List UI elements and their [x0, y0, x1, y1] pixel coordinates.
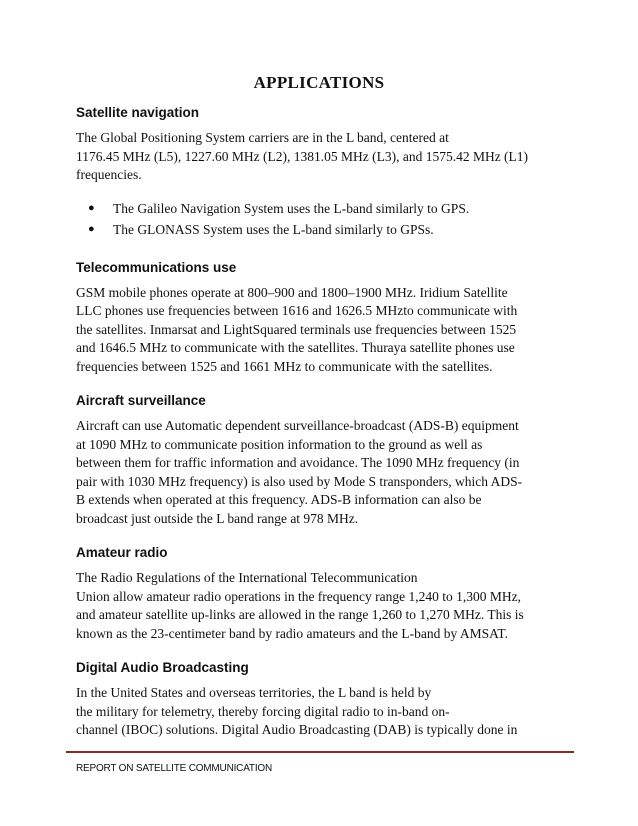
paragraph-line: between them for traffic information and avoidance. The 1090 MHz frequency (in — [76, 455, 520, 470]
paragraph-line: the military for telemetry, thereby forcing digital radio to in-band on- — [76, 703, 450, 719]
bullet-list — [76, 198, 576, 240]
list-item-text: The Galileo Navigation System uses the L-band similarly to GPS. — [113, 200, 470, 216]
list-item-text: The GLONASS System uses the L-band similarly to GPSs. — [113, 221, 434, 237]
paragraph-line: In the United States and overseas territories, the L band is held by — [76, 685, 432, 700]
section-paragraph — [76, 569, 576, 643]
bullet-icon: ● — [88, 201, 95, 214]
section-digital-audio-broadcasting — [76, 659, 576, 740]
section-paragraph — [76, 684, 576, 740]
page-title: APPLICATIONS — [253, 73, 385, 92]
bullet-icon: ● — [88, 222, 95, 235]
paragraph-line: The Global Positioning System carriers are in the L band, centered at — [76, 130, 449, 145]
paragraph-line: LLC phones use frequencies between 1616 and 1626.5 MHzto communicate with — [76, 303, 518, 318]
list-item — [88, 198, 576, 219]
section-paragraph — [76, 284, 576, 377]
paragraph-line: and 1646.5 MHz to communicate with the satellites. Thuraya satellite phones use — [76, 340, 515, 355]
section-heading: Satellite navigation — [76, 105, 200, 120]
paragraph-line: broadcast just outside the L band range at 978 MHz. — [76, 510, 359, 526]
paragraph-line: frequencies between 1525 and 1661 MHz to communicate with the satellites. — [76, 358, 493, 374]
paragraph-line: at 1090 MHz to communicate position information to the ground as well as — [76, 436, 483, 452]
section-heading: Digital Audio Broadcasting — [76, 660, 249, 675]
footer-text: REPORT ON SATELLITE COMMUNICATION — [76, 763, 273, 774]
list-item — [88, 219, 576, 240]
section-telecommunications-use — [76, 259, 576, 377]
section-paragraph — [76, 129, 576, 185]
section-satellite-navigation — [76, 104, 576, 240]
section-heading: Telecommunications use — [76, 259, 237, 275]
paragraph-line: known as the 23-centimeter band by radio amateurs and the L-band by AMSAT. — [76, 625, 509, 641]
paragraph-line: pair with 1030 MHz frequency) is also used by Mode S transponders, which ADS- — [76, 473, 523, 489]
paragraph-line: Aircraft can use Automatic dependent surveillance-broadcast (ADS-B) equipment — [76, 418, 519, 433]
paragraph-line: The Radio Regulations of the International Telecommunication — [76, 570, 418, 585]
paragraph-line: 1176.45 MHz (L5), 1227.60 MHz (L2), 1381.05 MHz (L3), and 1575.42 MHz (L1) — [76, 148, 529, 164]
paragraph-line: and amateur satellite up-links are allowed in the range 1,260 to 1,270 MHz. This is — [76, 607, 524, 622]
paragraph-line: Union allow amateur radio operations in the frequency range 1,240 to 1,300 MHz, — [76, 588, 521, 604]
section-heading: Aircraft surveillance — [76, 393, 206, 408]
paragraph-line: the satellites. Inmarsat and LightSquared terminals use frequencies between 1525 — [76, 321, 517, 337]
section-heading: Amateur radio — [76, 545, 168, 560]
document-body — [76, 104, 576, 740]
paragraph-line: B extends when operated at this frequency. ADS-B information can also be — [76, 492, 482, 507]
footer-divider — [66, 751, 574, 753]
section-paragraph — [76, 417, 576, 528]
paragraph-line: frequencies. — [76, 167, 142, 182]
paragraph-line: GSM mobile phones operate at 800–900 and 1800–1900 MHz. Iridium Satellite — [76, 284, 508, 300]
paragraph-line: channel (IBOC) solutions. Digital Audio Broadcasting (DAB) is typically done in — [76, 722, 518, 737]
section-aircraft-surveillance — [76, 392, 576, 528]
section-amateur-radio — [76, 544, 576, 643]
